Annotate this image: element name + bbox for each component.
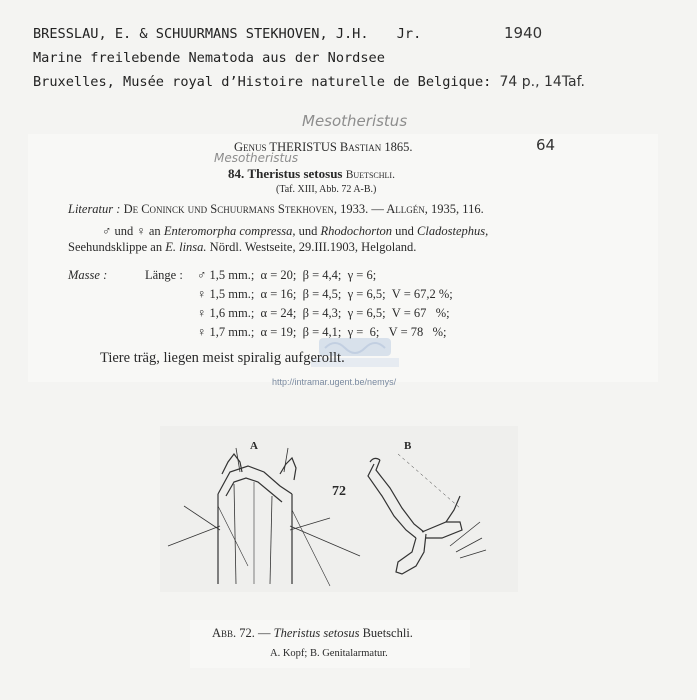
pages-text: 74 p., 14Taf.: [499, 74, 585, 90]
figure-caption: [212, 626, 413, 641]
card-publisher: [33, 74, 585, 90]
caption-prefix: Abb. 72. —: [212, 626, 271, 640]
masse-label: Masse :: [68, 268, 108, 282]
habitat-host: E. linsa.: [165, 240, 207, 254]
species-author: Buetschli.: [345, 169, 395, 181]
measurement-row: ♂ 1,5 mm.; α = 20; β = 4,4; γ = 6;: [197, 268, 377, 282]
remark: Tiere träg, liegen meist spiralig aufgerollt.: [100, 350, 345, 366]
handwritten-genus: Mesotheristus: [302, 112, 408, 130]
handwritten-page: 64: [536, 136, 556, 154]
figure-number: 72: [332, 484, 346, 499]
habitat-species-1: Enteromorpha compressa,: [163, 224, 296, 238]
species-name: Theristus setosus: [247, 166, 343, 181]
taf-reference: (Taf. XIII, Abb. 72 A-B.): [276, 184, 377, 195]
publisher-text: Bruxelles, Musée royal d’Histoire naturelle de Belgique:: [33, 74, 492, 90]
habitat-und-2: und: [395, 224, 414, 238]
genus-heading-text: Genus THERISTUS Bastian 1865.: [234, 140, 413, 154]
card-year: 1940: [504, 24, 543, 42]
habitat-sex: ♂ und ♀ an: [102, 224, 161, 238]
literatur-label: Literatur :: [68, 202, 121, 216]
species-number: 84.: [228, 166, 245, 181]
watermark-url: http://intramar.ugent.be/nemys/: [272, 377, 397, 387]
figure-subcaption: A. Kopf; B. Genitalarmatur.: [270, 648, 388, 659]
habitat-line-1: [102, 224, 488, 239]
head-drawing: [168, 448, 360, 586]
literatur-text: De Coninck und Schuurmans Stekhoven, 1933. — Allgén, 1935, 116.: [123, 202, 484, 216]
habitat-location: Seehundsklippe an: [68, 240, 163, 254]
laenge-label: Länge :: [145, 268, 183, 282]
label-a: A: [250, 440, 258, 452]
habitat-line-2: [68, 240, 416, 255]
genitalia-drawing: [368, 454, 486, 574]
genus-annotation: Mesotheristus: [214, 151, 299, 165]
label-b: B: [404, 440, 412, 452]
card-authors: [33, 26, 421, 42]
authors-suffix: Jr.: [396, 26, 422, 42]
literatur-line: [68, 202, 484, 217]
card-title: Marine freilebende Nematoda aus der Nordsee: [33, 50, 385, 66]
measurement-row: ♀ 1,6 mm.; α = 24; β = 4,3; γ = 6,5; V = 67 %;: [197, 306, 450, 320]
habitat-und-1: und: [298, 224, 318, 238]
figure-panel: [160, 426, 518, 592]
species-heading: [228, 166, 395, 182]
caption-species: Theristus setosus: [273, 626, 360, 640]
measurement-row: ♀ 1,5 mm.; α = 16; β = 4,5; γ = 6,5; V = 67,2 %;: [197, 287, 453, 301]
authors-text: BRESSLAU, E. & SCHUURMANS STEKHOVEN, J.H.: [33, 26, 369, 42]
habitat-date: Nördl. Westseite, 29.III.1903, Helgoland.: [209, 240, 417, 254]
caption-author: Buetschli.: [362, 626, 413, 640]
figure-drawing: [160, 426, 518, 592]
habitat-species-2: Rhodochorton: [320, 224, 393, 238]
measurement-row: ♀ 1,7 mm.; α = 19; β = 4,1; γ = 6; V = 78 %;: [197, 325, 447, 339]
habitat-species-3: Cladostephus,: [417, 224, 489, 238]
